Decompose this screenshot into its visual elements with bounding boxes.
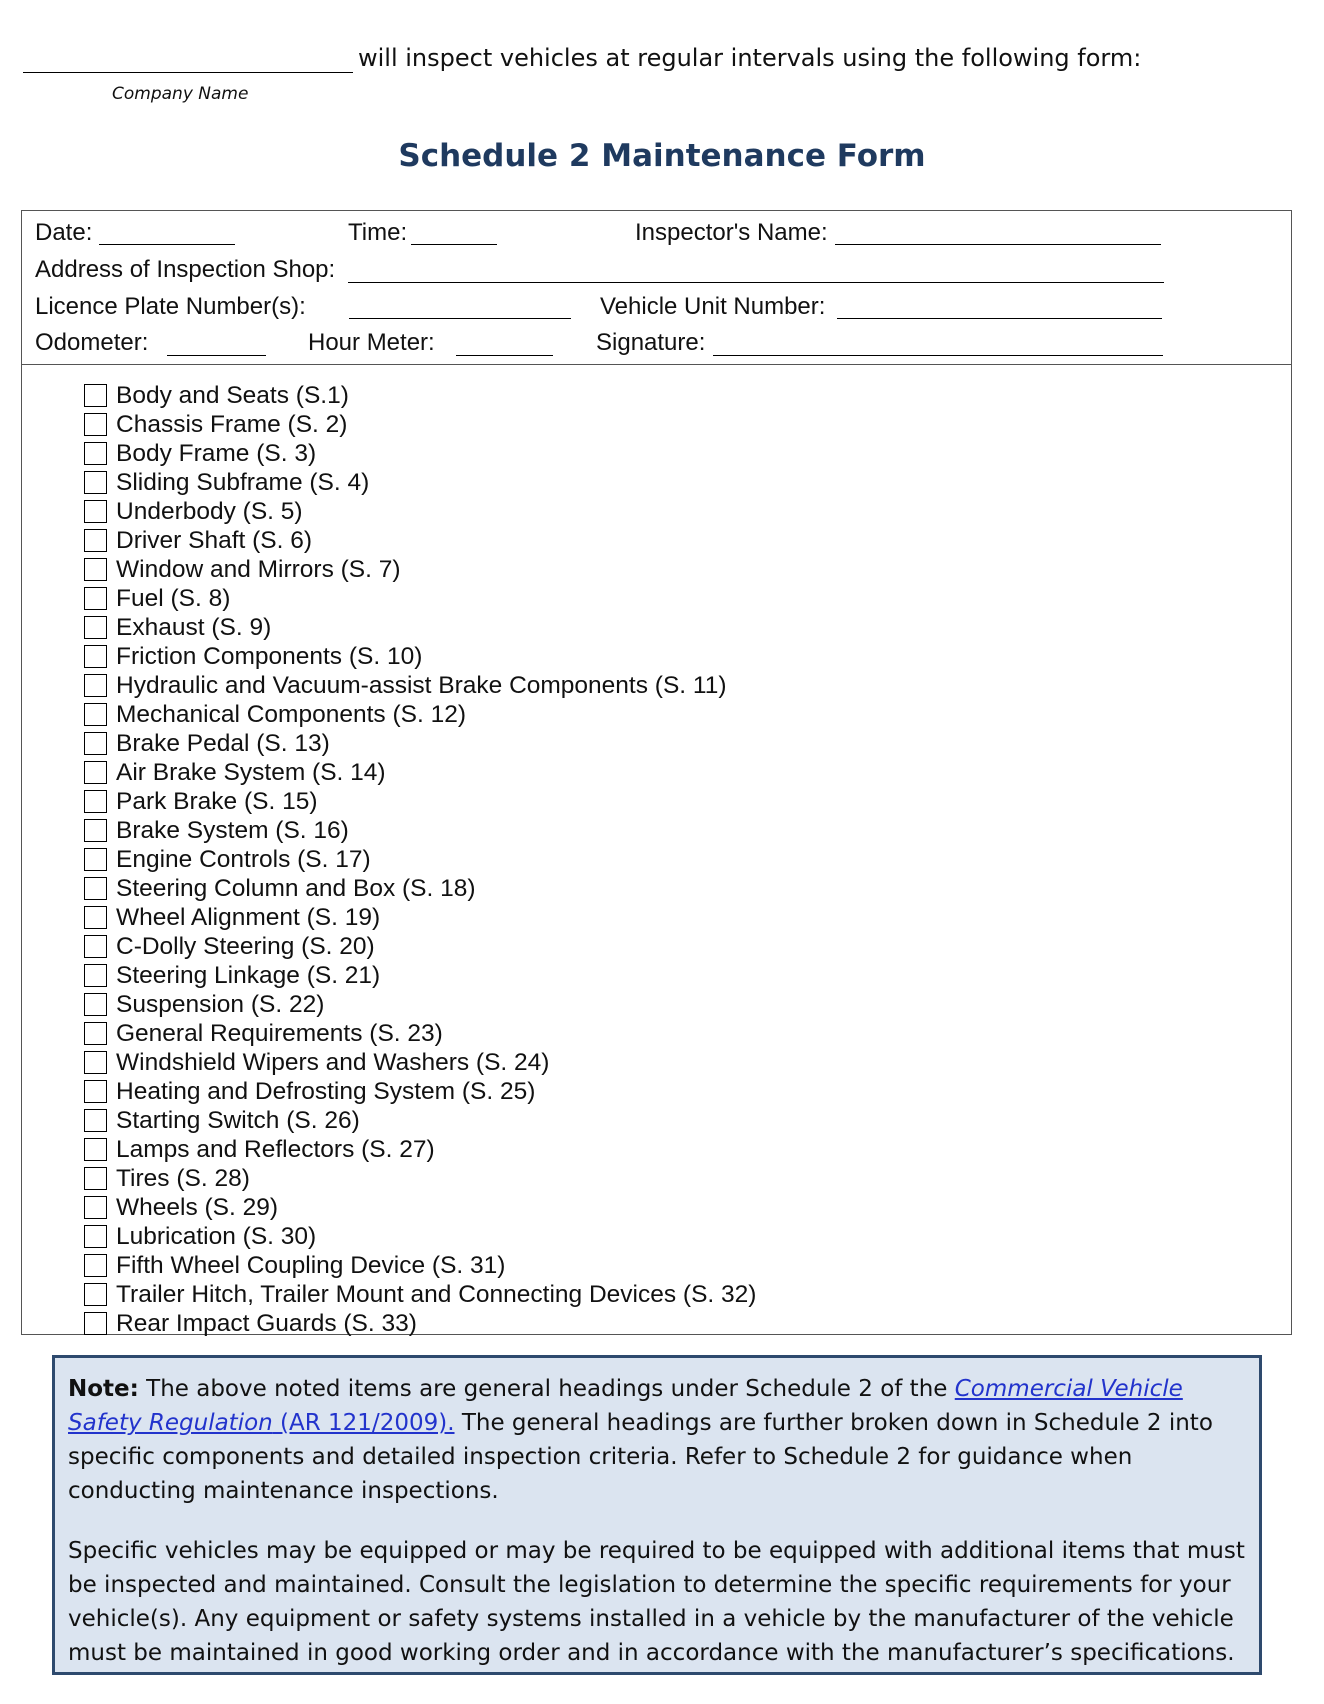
checkbox[interactable] [84,471,107,494]
date-field[interactable] [99,244,235,245]
licence-plate-field[interactable] [349,318,571,319]
checklist-item[interactable] [84,1193,756,1222]
checkbox[interactable] [84,558,107,581]
checkbox[interactable] [84,384,107,407]
checklist-item[interactable] [84,932,756,961]
checklist-item[interactable] [84,1164,756,1193]
checklist-item[interactable] [84,671,756,700]
checkbox[interactable] [84,1080,107,1103]
checkbox[interactable] [84,442,107,465]
odometer-label: Odometer: [35,329,149,356]
signature-field[interactable] [713,355,1163,356]
checkbox[interactable] [84,790,107,813]
checklist-item-label: Trailer Hitch, Trailer Mount and Connecting Devices (S. 32) [116,1281,757,1308]
checklist-item-label: Underbody (S. 5) [116,498,303,525]
checklist-item-label: Wheel Alignment (S. 19) [116,904,381,931]
checkbox[interactable] [84,1312,107,1335]
checklist-item[interactable] [84,526,756,555]
checklist-item-label: Tires (S. 28) [116,1165,250,1192]
checklist-item-label: Steering Column and Box (S. 18) [116,875,476,902]
checklist-item-label: Exhaust (S. 9) [116,614,272,641]
checklist-item-label: Engine Controls (S. 17) [116,846,371,873]
hour-meter-field[interactable] [456,355,553,356]
checklist-item-label: Brake System (S. 16) [116,817,349,844]
note-text-before: The above noted items are general headings under Schedule 2 of the [138,1376,955,1402]
checklist-item[interactable] [84,874,756,903]
checklist-item-label: Air Brake System (S. 14) [116,759,386,786]
checklist-item-label: Brake Pedal (S. 13) [116,730,330,757]
checklist-item[interactable] [84,1309,756,1338]
checkbox[interactable] [84,645,107,668]
checklist-item[interactable] [84,1135,756,1164]
checklist-item[interactable] [84,787,756,816]
checklist-item[interactable] [84,990,756,1019]
checkbox[interactable] [84,529,107,552]
checkbox[interactable] [84,587,107,610]
note-box [52,1355,1262,1675]
checkbox[interactable] [84,413,107,436]
address-field[interactable] [348,282,1164,283]
checkbox[interactable] [84,1022,107,1045]
checklist-item-label: Windshield Wipers and Washers (S. 24) [116,1049,550,1076]
note-label: Note: [68,1376,139,1402]
checklist-item[interactable] [84,845,756,874]
note-paragraph-1 [68,1372,1246,1508]
checkbox[interactable] [84,674,107,697]
company-name-caption: Company Name [112,84,249,104]
checklist-item-label: Chassis Frame (S. 2) [116,411,348,438]
checklist-item-label: Lubrication (S. 30) [116,1223,317,1250]
vehicle-unit-field[interactable] [837,318,1162,319]
checklist-item-label: Fuel (S. 8) [116,585,231,612]
checklist-item-label: Mechanical Components (S. 12) [116,701,466,728]
checklist-item-label: Body Frame (S. 3) [116,440,317,467]
header-divider [21,364,1292,365]
checklist-item-label: Fifth Wheel Coupling Device (S. 31) [116,1252,506,1279]
vehicle-unit-label: Vehicle Unit Number: [600,293,826,320]
checklist-item[interactable] [84,1019,756,1048]
checkbox[interactable] [84,1196,107,1219]
note-paragraph-2: Specific vehicles may be equipped or may be required to be equipped with additional items that must be inspected and maintained. Consult the legislation to determine the specific requirements for your vehicle(s). Any equipment or safety systems installed in a vehicle by the manufacturer of the vehicle must be maintained in good working order and in accordance with the manufacturer’s specifications. [68,1538,1245,1666]
checkbox[interactable] [84,935,107,958]
checklist-item[interactable] [84,700,756,729]
checklist-item[interactable] [84,961,756,990]
checkbox[interactable] [84,1051,107,1074]
checklist-item[interactable] [84,468,756,497]
checkbox[interactable] [84,761,107,784]
checkbox[interactable] [84,1138,107,1161]
checkbox[interactable] [84,616,107,639]
checklist-item-label: Window and Mirrors (S. 7) [116,556,401,583]
checkbox[interactable] [84,877,107,900]
checklist-item-label: Friction Components (S. 10) [116,643,423,670]
checklist-item-label: Steering Linkage (S. 21) [116,962,381,989]
checkbox[interactable] [84,703,107,726]
checklist-item-label: Starting Switch (S. 26) [116,1107,360,1134]
checklist-item[interactable] [84,1106,756,1135]
time-field[interactable] [411,244,497,245]
checklist-item-label: Suspension (S. 22) [116,991,325,1018]
checklist-item[interactable] [84,1048,756,1077]
inspector-name-label: Inspector's Name: [635,219,828,246]
checklist-item-label: C-Dolly Steering (S. 20) [116,933,375,960]
company-name-field[interactable] [23,42,353,73]
checklist-item-label: Park Brake (S. 15) [116,788,318,815]
inspector-name-field[interactable] [835,244,1161,245]
checkbox[interactable] [84,1225,107,1248]
checklist-item-label: Body and Seats (S.1) [116,382,349,409]
regulation-link[interactable]: Commercial Vehicle Safety Regulation [68,1376,1183,1436]
checklist-item[interactable] [84,410,756,439]
odometer-field[interactable] [167,355,266,356]
checklist-item[interactable] [84,439,756,468]
regulation-link-citation[interactable]: (AR 121/2009). [272,1410,455,1436]
checklist-item-label: Lamps and Reflectors (S. 27) [116,1136,435,1163]
checklist-item-label: Heating and Defrosting System (S. 25) [116,1078,536,1105]
licence-plate-label: Licence Plate Number(s): [35,293,306,320]
note-text-after: The general headings are further broken down in Schedule 2 into specific components and detailed inspection criteria. Refer to Schedule 2 for guidance when conducting maintenance inspections. [68,1410,1213,1504]
checklist-item-label: Sliding Subframe (S. 4) [116,469,370,496]
signature-label: Signature: [596,329,706,356]
inspection-checklist [84,381,756,1338]
checkbox[interactable] [84,1283,107,1306]
time-label: Time: [348,219,408,246]
address-label: Address of Inspection Shop: [35,256,336,283]
checkbox[interactable] [84,732,107,755]
hour-meter-label: Hour Meter: [308,329,435,356]
checkbox[interactable] [84,848,107,871]
checklist-item[interactable] [84,1280,756,1309]
checklist-item[interactable] [84,903,756,932]
checkbox[interactable] [84,906,107,929]
checkbox[interactable] [84,964,107,987]
checkbox[interactable] [84,1254,107,1277]
checkbox[interactable] [84,1109,107,1132]
checklist-item-label: Driver Shaft (S. 6) [116,527,313,554]
checklist-item[interactable] [84,497,756,526]
checkbox[interactable] [84,819,107,842]
checklist-item[interactable] [84,555,756,584]
form-title: Schedule 2 Maintenance Form [398,138,926,174]
checklist-item[interactable] [84,1222,756,1251]
checklist-item[interactable] [84,1077,756,1106]
checklist-item[interactable] [84,584,756,613]
checklist-item[interactable] [84,758,756,787]
checklist-item-label: General Requirements (S. 23) [116,1020,443,1047]
intro-text: will inspect vehicles at regular intervals using the following form: [358,44,1142,72]
checklist-item[interactable] [84,1251,756,1280]
checkbox[interactable] [84,1167,107,1190]
checklist-item[interactable] [84,816,756,845]
checklist-item-label: Rear Impact Guards (S. 33) [116,1310,417,1337]
checklist-item-label: Wheels (S. 29) [116,1194,279,1221]
date-label: Date: [35,219,93,246]
checklist-item[interactable] [84,642,756,671]
checkbox[interactable] [84,500,107,523]
checklist-item-label: Hydraulic and Vacuum-assist Brake Components (S. 11) [116,672,727,699]
checkbox[interactable] [84,993,107,1016]
checklist-item[interactable] [84,613,756,642]
checklist-item[interactable] [84,729,756,758]
checklist-item[interactable] [84,381,756,410]
